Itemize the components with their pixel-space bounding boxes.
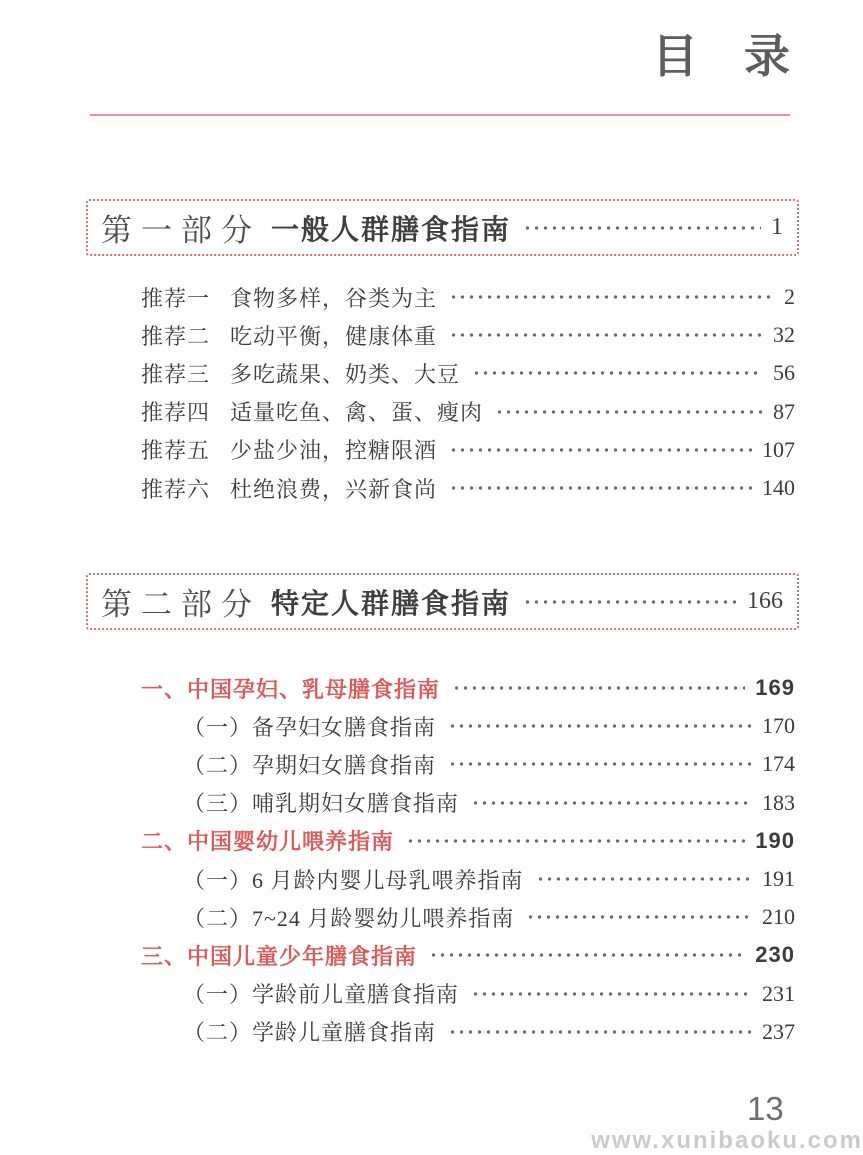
toc-item-page: 140: [762, 475, 795, 501]
toc-subitem: [141, 745, 795, 783]
dot-leader: [448, 1029, 752, 1035]
page-title: 目 录: [652, 30, 790, 82]
toc-subitem-title: （一）备孕妇女膳食指南: [183, 714, 437, 740]
part1-header-box: [86, 199, 799, 256]
part2-label: 第二部分: [101, 587, 261, 622]
dot-leader: [471, 991, 752, 997]
toc-item-label: 推荐二: [141, 323, 211, 349]
toc-section-title: 二、中国婴幼儿喂养指南: [141, 829, 395, 855]
toc-item-title: 少盐少油，控糖限酒: [230, 438, 438, 464]
dot-leader: [536, 876, 752, 882]
toc-subitem: [141, 707, 795, 745]
toc-section-title: 一、中国孕妇、乳母膳食指南: [141, 676, 441, 702]
dot-leader: [472, 370, 763, 376]
title-divider-rule: [90, 114, 790, 116]
part1-label: 第一部分: [101, 213, 261, 248]
toc-item-title: 食物多样，谷类为主: [230, 285, 438, 311]
dot-leader: [449, 485, 752, 491]
toc-subitem-page: 174: [762, 751, 795, 777]
toc-item-page: 32: [773, 322, 795, 348]
toc-section-page: 230: [755, 942, 795, 968]
toc-item: [141, 316, 795, 354]
dot-leader: [495, 409, 763, 415]
toc-section-page: 169: [755, 675, 795, 701]
toc-item: [141, 393, 795, 431]
toc-item-page: 56: [773, 360, 795, 386]
toc-subitem-title: （二）孕期妇女膳食指南: [183, 752, 437, 778]
dot-leader: [471, 800, 752, 806]
toc-subitem-page: 183: [762, 789, 795, 815]
part2-item-list: [141, 669, 795, 1051]
toc-item-title: 适量吃鱼、禽、蛋、瘦肉: [230, 400, 484, 426]
dot-leader: [452, 685, 745, 691]
toc-subitem-title: （一）6 月龄内婴儿母乳喂养指南: [183, 867, 524, 893]
toc-item-label: 推荐三: [141, 361, 211, 387]
dot-leader: [526, 914, 752, 920]
toc-section-header: [141, 936, 795, 974]
toc-subitem: [141, 784, 795, 822]
toc-item-title: 多吃蔬果、奶类、大豆: [230, 361, 461, 387]
toc-item-page: 107: [762, 436, 795, 462]
part2-title: 特定人群膳食指南: [271, 587, 512, 619]
dot-leader: [449, 332, 763, 338]
toc-item-page: 2: [784, 284, 795, 310]
part1-title: 一般人群膳食指南: [271, 213, 512, 245]
dot-leader: [449, 447, 752, 453]
dot-leader: [448, 761, 752, 767]
toc-subitem-title: （二）7~24 月龄婴幼儿喂养指南: [183, 905, 515, 931]
toc-subitem: [141, 898, 795, 936]
dot-leader: [523, 599, 737, 605]
toc-item-page: 87: [773, 398, 795, 424]
toc-section-title: 三、中国儿童少年膳食指南: [141, 943, 418, 969]
toc-subitem-page: 231: [762, 980, 795, 1006]
toc-subitem: [141, 860, 795, 898]
toc-subitem-title: （三）哺乳期妇女膳食指南: [183, 791, 460, 817]
dot-leader: [429, 952, 745, 958]
part2-page-number: 166: [747, 588, 783, 614]
watermark-url: www.xunibaoku.com: [591, 1127, 863, 1154]
dot-leader: [449, 294, 774, 300]
toc-subitem-page: 170: [762, 713, 795, 739]
toc-section-header: [141, 822, 795, 860]
corner-page-number: 13: [747, 1090, 784, 1127]
dot-leader: [406, 838, 745, 844]
toc-item-label: 推荐五: [141, 438, 211, 464]
toc-item: [141, 354, 795, 392]
toc-subitem-title: （一）学龄前儿童膳食指南: [183, 982, 460, 1008]
part1-page-number: 1: [771, 214, 783, 240]
toc-item: [141, 278, 795, 316]
toc-item-label: 推荐四: [141, 400, 211, 426]
toc-subitem: [141, 975, 795, 1013]
toc-subitem: [141, 1013, 795, 1051]
toc-subitem-page: 210: [762, 904, 795, 930]
toc-subitem-page: 237: [762, 1018, 795, 1044]
toc-item-label: 推荐一: [141, 285, 211, 311]
toc-item-label: 推荐六: [141, 476, 211, 502]
toc-subitem-page: 191: [762, 866, 795, 892]
toc-item: [141, 469, 795, 507]
part2-header-box: [86, 573, 799, 630]
toc-item-title: 吃动平衡，健康体重: [230, 323, 438, 349]
toc-section-header: [141, 669, 795, 707]
toc-item-title: 杜绝浪费，兴新食尚: [230, 476, 438, 502]
dot-leader: [448, 723, 752, 729]
toc-item: [141, 431, 795, 469]
toc-subitem-title: （二）学龄儿童膳食指南: [183, 1020, 437, 1046]
part1-item-list: [141, 278, 795, 507]
dot-leader: [523, 225, 761, 231]
toc-section-page: 190: [755, 827, 795, 853]
